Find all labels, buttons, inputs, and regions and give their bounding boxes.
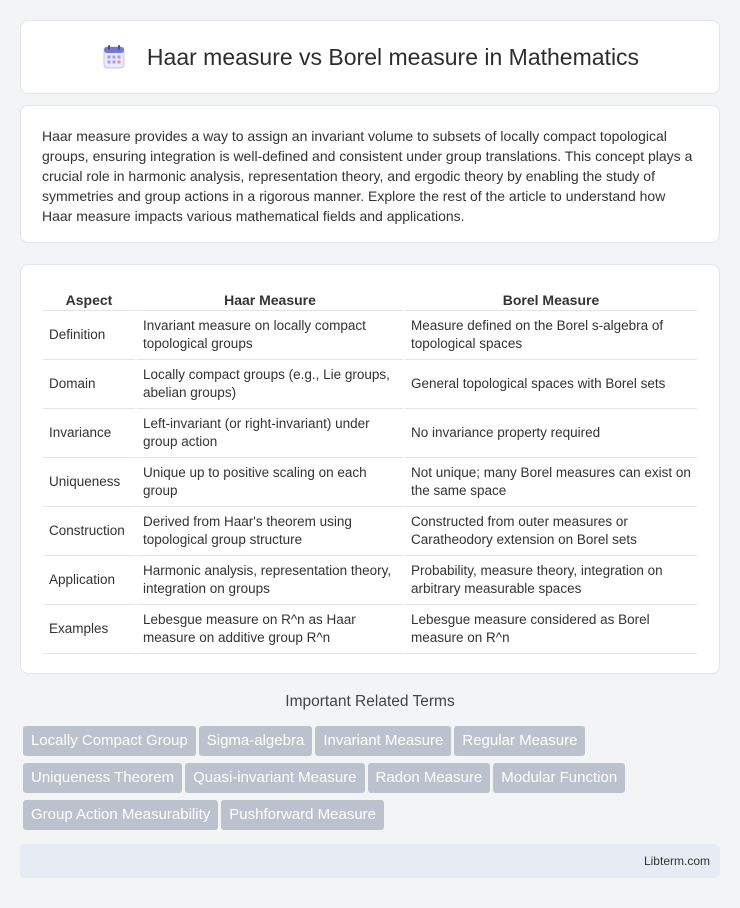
- related-term-tag[interactable]: Invariant Measure: [315, 726, 451, 756]
- borel-cell: No invariance property required: [405, 409, 697, 458]
- aspect-cell: Invariance: [43, 409, 135, 458]
- table-row: [43, 458, 697, 507]
- haar-cell: Unique up to positive scaling on each group: [137, 458, 403, 507]
- table-row: [43, 507, 697, 556]
- haar-cell: Left-invariant (or right-invariant) under group action: [137, 409, 403, 458]
- aspect-cell: Examples: [43, 605, 135, 654]
- intro-paragraph: Haar measure provides a way to assign an invariant volume to subsets of locally compact topological groups, ensuring integration is well-defined and consistent under group translations. This concept plays a crucial role in harmonic analysis, representation theory, and ergodic theory by enabling the study of symmetries and group actions in a rigorous manner. Explore the rest of the article to understand how Haar measure impacts various mathematical fields and applications.: [42, 128, 693, 224]
- haar-cell: Locally compact groups (e.g., Lie groups, abelian groups): [137, 360, 403, 409]
- calendar-grid-icon: [101, 44, 127, 70]
- comparison-card: [20, 264, 720, 674]
- related-term-tag[interactable]: Uniqueness Theorem: [23, 763, 182, 793]
- borel-cell: Lebesgue measure considered as Borel measure on R^n: [405, 605, 697, 654]
- haar-cell: Harmonic analysis, representation theory, integration on groups: [137, 556, 403, 605]
- aspect-cell: Uniqueness: [43, 458, 135, 507]
- aspect-cell: Construction: [43, 507, 135, 556]
- related-terms-title: Important Related Terms: [285, 693, 455, 710]
- related-term-tag[interactable]: Sigma-algebra: [199, 726, 313, 756]
- comparison-table: [41, 285, 699, 654]
- related-term-tag[interactable]: Modular Function: [493, 763, 625, 793]
- footer-site-link[interactable]: Libterm.com: [643, 854, 710, 868]
- haar-cell: Invariant measure on locally compact topological groups: [137, 311, 403, 360]
- aspect-cell: Definition: [43, 311, 135, 360]
- table-row: [43, 311, 697, 360]
- haar-cell: Derived from Haar's theorem using topological group structure: [137, 507, 403, 556]
- borel-cell: Probability, measure theory, integration on arbitrary measurable spaces: [405, 556, 697, 605]
- related-term-tag[interactable]: Quasi-invariant Measure: [185, 763, 364, 793]
- header-haar: Haar Measure: [137, 285, 403, 311]
- related-term-tag[interactable]: Group Action Measurability: [23, 800, 218, 830]
- borel-cell: Not unique; many Borel measures can exist on the same space: [405, 458, 697, 507]
- borel-cell: General topological spaces with Borel sets: [405, 360, 697, 409]
- footer: [20, 844, 720, 878]
- borel-cell: Constructed from outer measures or Caratheodory extension on Borel sets: [405, 507, 697, 556]
- table-row: [43, 409, 697, 458]
- related-term-tag[interactable]: Locally Compact Group: [23, 726, 196, 756]
- related-term-tag[interactable]: Radon Measure: [368, 763, 491, 793]
- header-aspect: Aspect: [43, 285, 135, 311]
- haar-cell: Lebesgue measure on R^n as Haar measure on additive group R^n: [137, 605, 403, 654]
- aspect-cell: Domain: [43, 360, 135, 409]
- page-title: Haar measure vs Borel measure in Mathematics: [146, 43, 640, 70]
- aspect-cell: Application: [43, 556, 135, 605]
- related-term-tag[interactable]: Regular Measure: [454, 726, 585, 756]
- header-borel: Borel Measure: [405, 285, 697, 311]
- related-terms-list: [23, 726, 723, 837]
- borel-cell: Measure defined on the Borel s-algebra of topological spaces: [405, 311, 697, 360]
- intro-card: [20, 105, 720, 243]
- table-header-row: [43, 285, 697, 311]
- table-row: [43, 556, 697, 605]
- related-term-tag[interactable]: Pushforward Measure: [221, 800, 384, 830]
- title-card: [20, 20, 720, 94]
- table-row: [43, 605, 697, 654]
- table-row: [43, 360, 697, 409]
